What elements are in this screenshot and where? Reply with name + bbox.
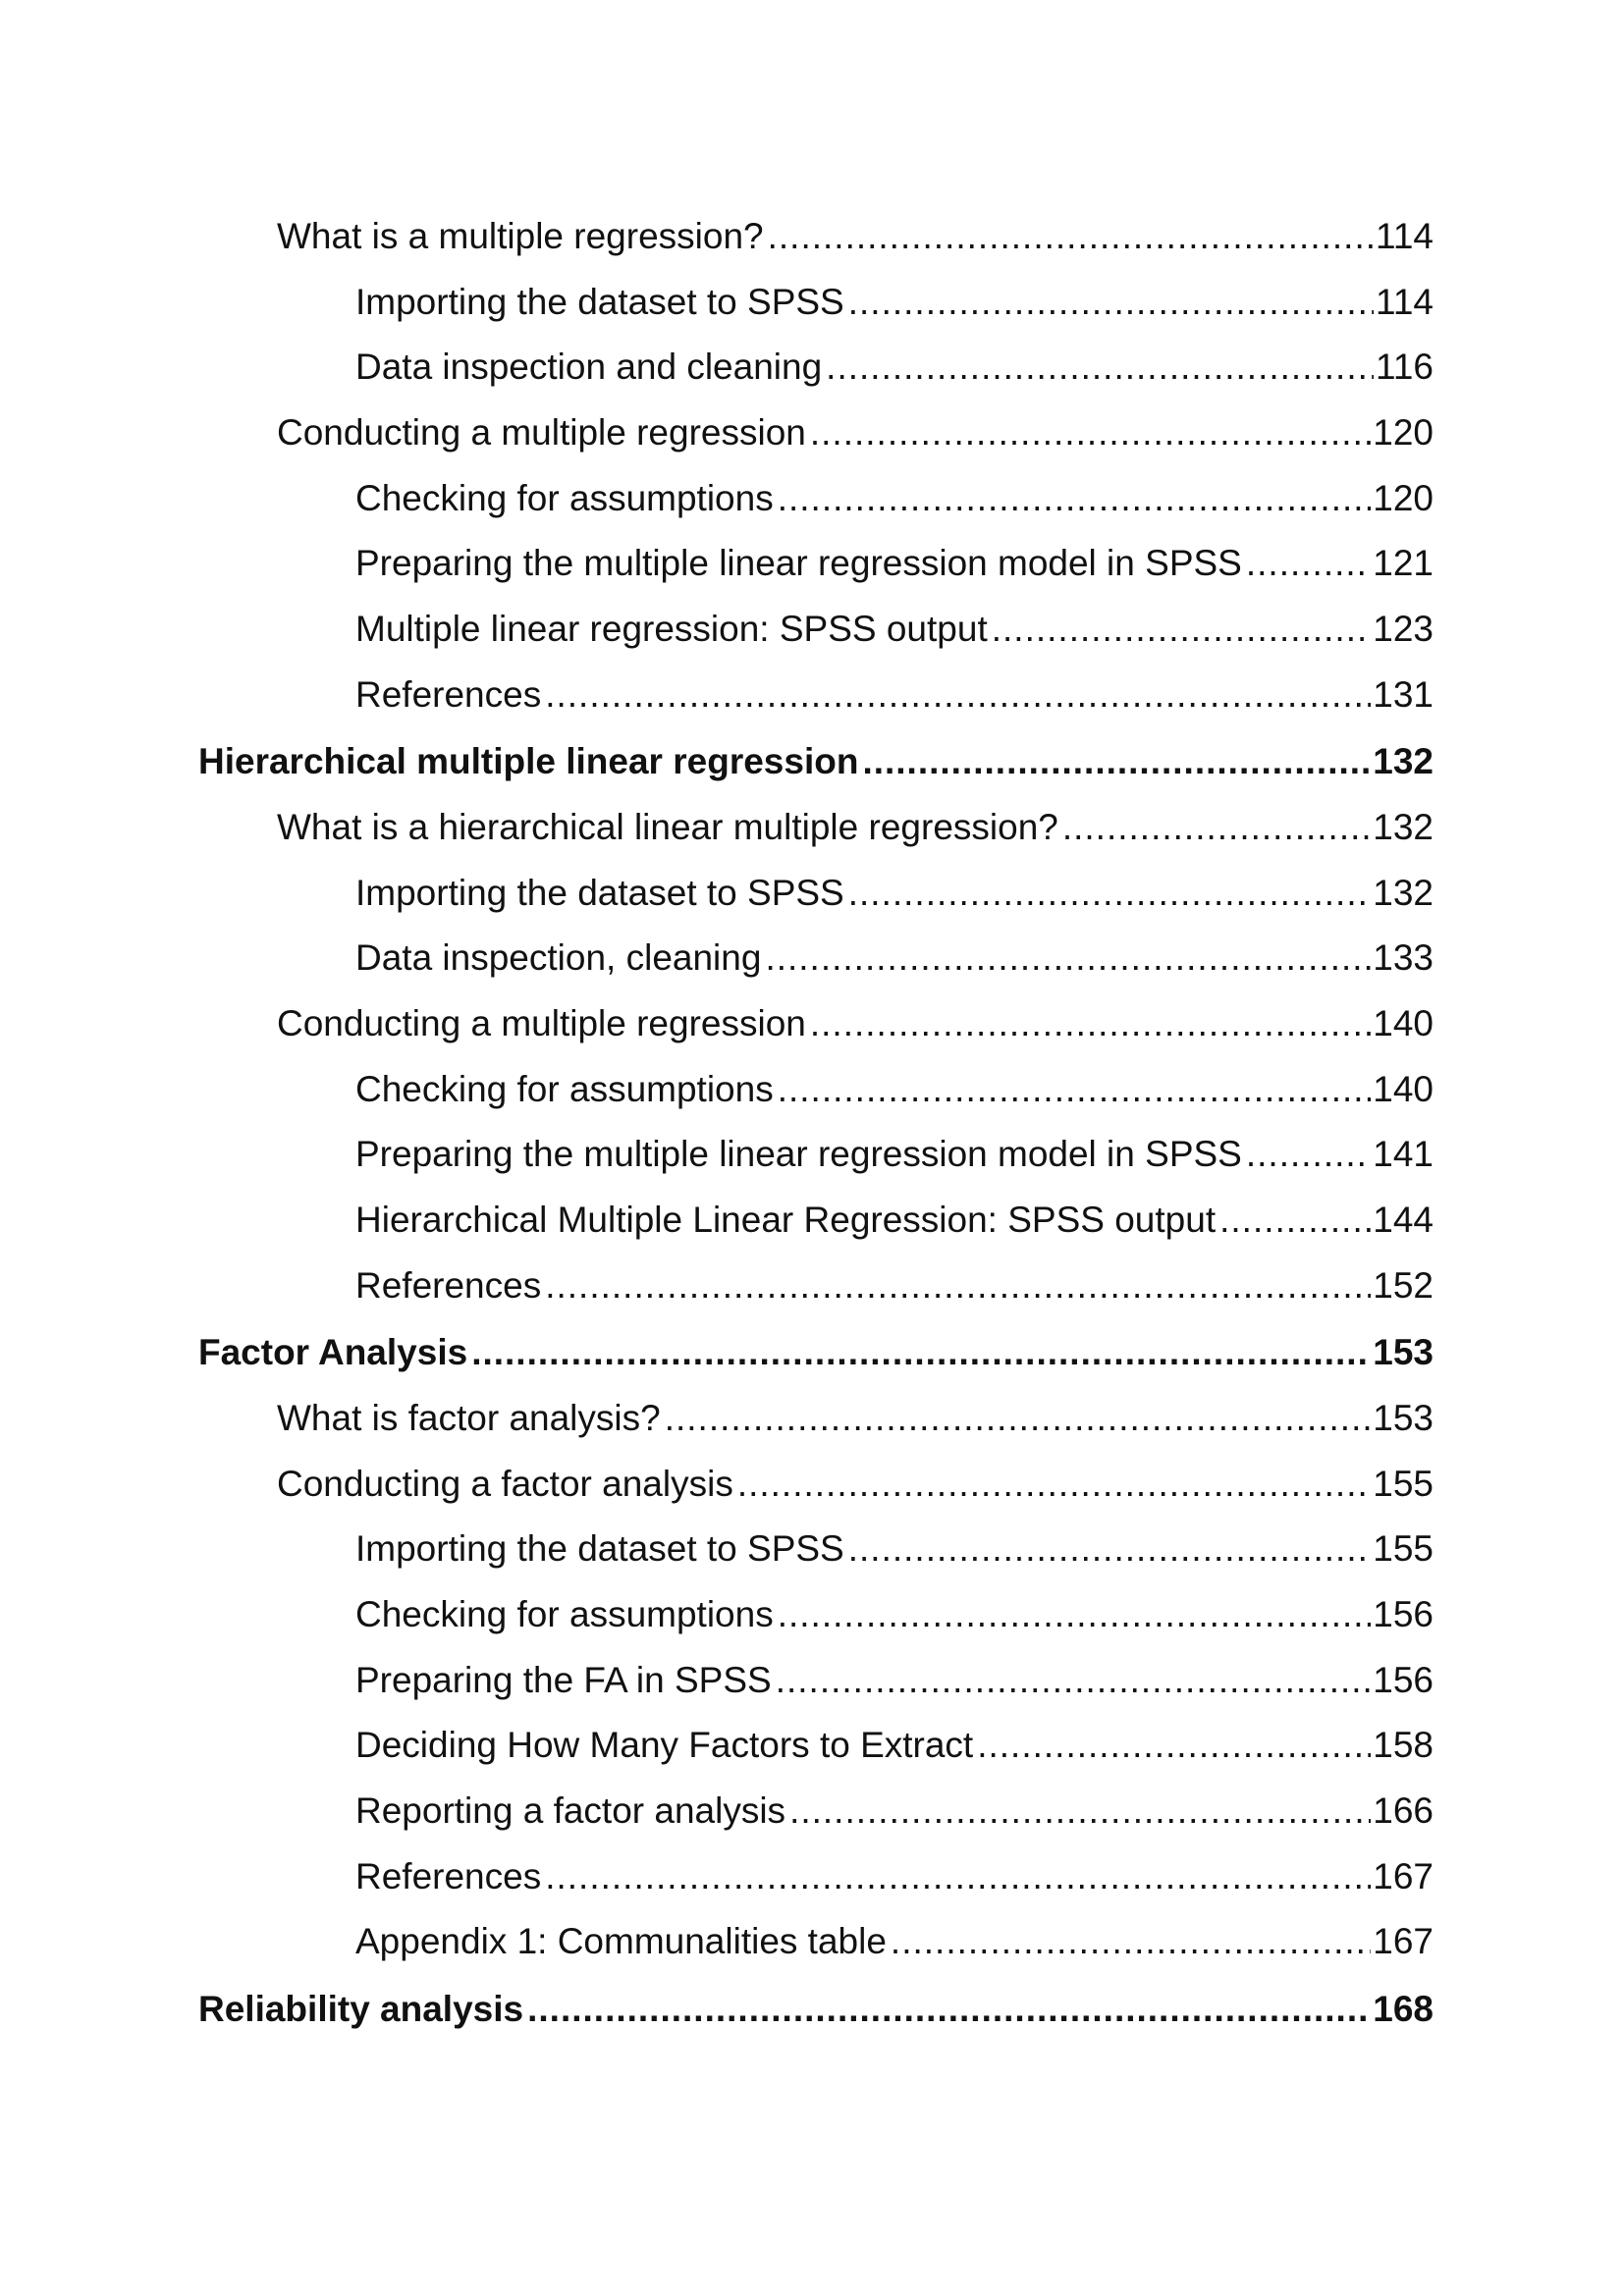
toc-dot-leader bbox=[977, 1720, 1371, 1771]
toc-entry[interactable] bbox=[277, 407, 1434, 458]
toc-dot-leader bbox=[778, 1589, 1372, 1640]
toc-entry-page-number: 167 bbox=[1373, 1856, 1434, 1896]
toc-entry[interactable] bbox=[355, 1916, 1434, 1967]
toc-entry[interactable] bbox=[355, 1195, 1434, 1246]
toc-chapter-entry[interactable] bbox=[198, 1984, 1434, 2035]
toc-entry-title: Checking for assumptions bbox=[355, 1594, 774, 1634]
toc-entry-title: Conducting a multiple regression bbox=[277, 1003, 806, 1043]
toc-entry[interactable] bbox=[355, 868, 1434, 919]
toc-entry[interactable] bbox=[355, 1786, 1434, 1837]
toc-entry-page-number: 132 bbox=[1373, 807, 1434, 847]
toc-entry-title: Checking for assumptions bbox=[355, 1069, 774, 1109]
toc-entry-page-number: 141 bbox=[1373, 1134, 1434, 1174]
toc-entry[interactable] bbox=[355, 1129, 1434, 1180]
toc-entry[interactable] bbox=[277, 1459, 1434, 1510]
toc-entry-title: Importing the dataset to SPSS bbox=[355, 282, 844, 322]
toc-entry-title: References bbox=[355, 1856, 542, 1896]
toc-entry[interactable] bbox=[355, 1523, 1434, 1575]
toc-entry[interactable] bbox=[355, 1260, 1434, 1311]
toc-dot-leader bbox=[545, 1260, 1371, 1311]
toc-entry-page-number: 132 bbox=[1373, 873, 1434, 913]
toc-entry[interactable] bbox=[277, 998, 1434, 1049]
toc-entry-title: Deciding How Many Factors to Extract bbox=[355, 1725, 974, 1765]
toc-entry[interactable] bbox=[355, 1655, 1434, 1706]
toc-dot-leader bbox=[1246, 538, 1371, 589]
toc-entry-title: Data inspection, cleaning bbox=[355, 937, 762, 978]
toc-dot-leader bbox=[810, 407, 1371, 458]
toc-entry-page-number: 166 bbox=[1373, 1790, 1434, 1831]
toc-entry-title: Importing the dataset to SPSS bbox=[355, 873, 844, 913]
toc-entry-title: Appendix 1: Communalities table bbox=[355, 1921, 887, 1961]
toc-entry-title: Multiple linear regression: SPSS output bbox=[355, 609, 988, 649]
toc-entry[interactable] bbox=[355, 473, 1434, 524]
toc-dot-leader bbox=[789, 1786, 1371, 1837]
toc-entry[interactable] bbox=[355, 1851, 1434, 1902]
toc-entry-page-number: 140 bbox=[1373, 1069, 1434, 1109]
toc-entry[interactable] bbox=[355, 277, 1434, 328]
toc-entry-page-number: 144 bbox=[1373, 1200, 1434, 1240]
toc-dot-leader bbox=[471, 1327, 1371, 1378]
toc-entry-page-number: 133 bbox=[1373, 937, 1434, 978]
toc-entry-title: Checking for assumptions bbox=[355, 478, 774, 518]
toc-entry-title: Importing the dataset to SPSS bbox=[355, 1528, 844, 1569]
toc-entry-title: What is factor analysis? bbox=[277, 1398, 661, 1438]
toc-dot-leader bbox=[1219, 1195, 1371, 1246]
toc-dot-leader bbox=[768, 211, 1374, 262]
toc-entry-title: Preparing the multiple linear regression model in SPSS bbox=[355, 543, 1242, 583]
toc-dot-leader bbox=[848, 277, 1374, 328]
toc-chapter-entry[interactable] bbox=[198, 736, 1434, 787]
toc-dot-leader bbox=[848, 868, 1372, 919]
toc-chapter-entry[interactable] bbox=[198, 1327, 1434, 1378]
toc-dot-leader bbox=[1246, 1129, 1371, 1180]
toc-entry-page-number: 120 bbox=[1373, 478, 1434, 518]
toc-entry[interactable] bbox=[277, 211, 1434, 262]
toc-entry-page-number: 114 bbox=[1376, 282, 1434, 322]
toc-dot-leader bbox=[737, 1459, 1371, 1510]
toc-entry-title: Conducting a multiple regression bbox=[277, 412, 806, 453]
toc-dot-leader bbox=[992, 604, 1372, 655]
toc-dot-leader bbox=[862, 736, 1371, 787]
toc-entry-page-number: 153 bbox=[1373, 1398, 1434, 1438]
toc-entry[interactable] bbox=[355, 1589, 1434, 1640]
toc-entry-title: Preparing the multiple linear regression model in SPSS bbox=[355, 1134, 1242, 1174]
toc-entry[interactable] bbox=[355, 1064, 1434, 1115]
toc-entry-page-number: 155 bbox=[1373, 1528, 1434, 1569]
toc-entry-title: Reporting a factor analysis bbox=[355, 1790, 786, 1831]
toc-entry-page-number: 152 bbox=[1373, 1265, 1434, 1306]
toc-entry[interactable] bbox=[355, 604, 1434, 655]
toc-entry-title: Data inspection and cleaning bbox=[355, 347, 823, 387]
toc-entry-title: Preparing the FA in SPSS bbox=[355, 1660, 772, 1700]
toc-entry-page-number: 116 bbox=[1376, 347, 1434, 387]
toc-dot-leader bbox=[778, 473, 1372, 524]
toc-entry[interactable] bbox=[277, 1393, 1434, 1444]
toc-dot-leader bbox=[527, 1984, 1371, 2035]
toc-entry-title: References bbox=[355, 674, 542, 715]
toc-entry[interactable] bbox=[355, 538, 1434, 589]
toc-entry-title: Hierarchical Multiple Linear Regression: SPSS output bbox=[355, 1200, 1217, 1240]
toc-dot-leader bbox=[848, 1523, 1372, 1575]
toc-entry-title: What is a hierarchical linear multiple regression? bbox=[277, 807, 1058, 847]
toc-dot-leader bbox=[776, 1655, 1372, 1706]
toc-entry-title: Reliability analysis bbox=[198, 1989, 524, 2029]
toc-dot-leader bbox=[810, 998, 1371, 1049]
toc-entry-page-number: 140 bbox=[1373, 1003, 1434, 1043]
toc-entry-page-number: 158 bbox=[1373, 1725, 1434, 1765]
toc-dot-leader bbox=[665, 1393, 1372, 1444]
toc-entry-page-number: 168 bbox=[1373, 1989, 1434, 2029]
toc-entry[interactable] bbox=[355, 933, 1434, 984]
toc-entry-title: Conducting a factor analysis bbox=[277, 1464, 733, 1504]
toc-dot-leader bbox=[1062, 802, 1371, 853]
toc-entry-page-number: 120 bbox=[1373, 412, 1434, 453]
toc-entry-page-number: 167 bbox=[1373, 1921, 1434, 1961]
toc-entry-page-number: 155 bbox=[1373, 1464, 1434, 1504]
toc-dot-leader bbox=[765, 933, 1371, 984]
toc-entry-page-number: 131 bbox=[1373, 674, 1434, 715]
toc-entry-title: References bbox=[355, 1265, 542, 1306]
toc-entry-page-number: 114 bbox=[1376, 216, 1434, 256]
toc-entry-page-number: 132 bbox=[1373, 741, 1434, 781]
toc-entry-page-number: 123 bbox=[1373, 609, 1434, 649]
toc-entry-title: What is a multiple regression? bbox=[277, 216, 764, 256]
toc-entry-page-number: 156 bbox=[1373, 1660, 1434, 1700]
toc-entry[interactable] bbox=[277, 802, 1434, 853]
toc-entry-title: Factor Analysis bbox=[198, 1332, 468, 1372]
toc-dot-leader bbox=[891, 1916, 1371, 1967]
toc-entry-page-number: 156 bbox=[1373, 1594, 1434, 1634]
toc-dot-leader bbox=[826, 342, 1374, 393]
toc-entry-page-number: 121 bbox=[1373, 543, 1434, 583]
toc-entry[interactable] bbox=[355, 669, 1434, 721]
toc-entry[interactable] bbox=[355, 1720, 1434, 1771]
toc-entry-title: Hierarchical multiple linear regression bbox=[198, 741, 859, 781]
toc-dot-leader bbox=[778, 1064, 1372, 1115]
toc-dot-leader bbox=[545, 669, 1371, 721]
toc-entry-page-number: 153 bbox=[1373, 1332, 1434, 1372]
toc-entry[interactable] bbox=[355, 342, 1434, 393]
toc-dot-leader bbox=[545, 1851, 1371, 1902]
